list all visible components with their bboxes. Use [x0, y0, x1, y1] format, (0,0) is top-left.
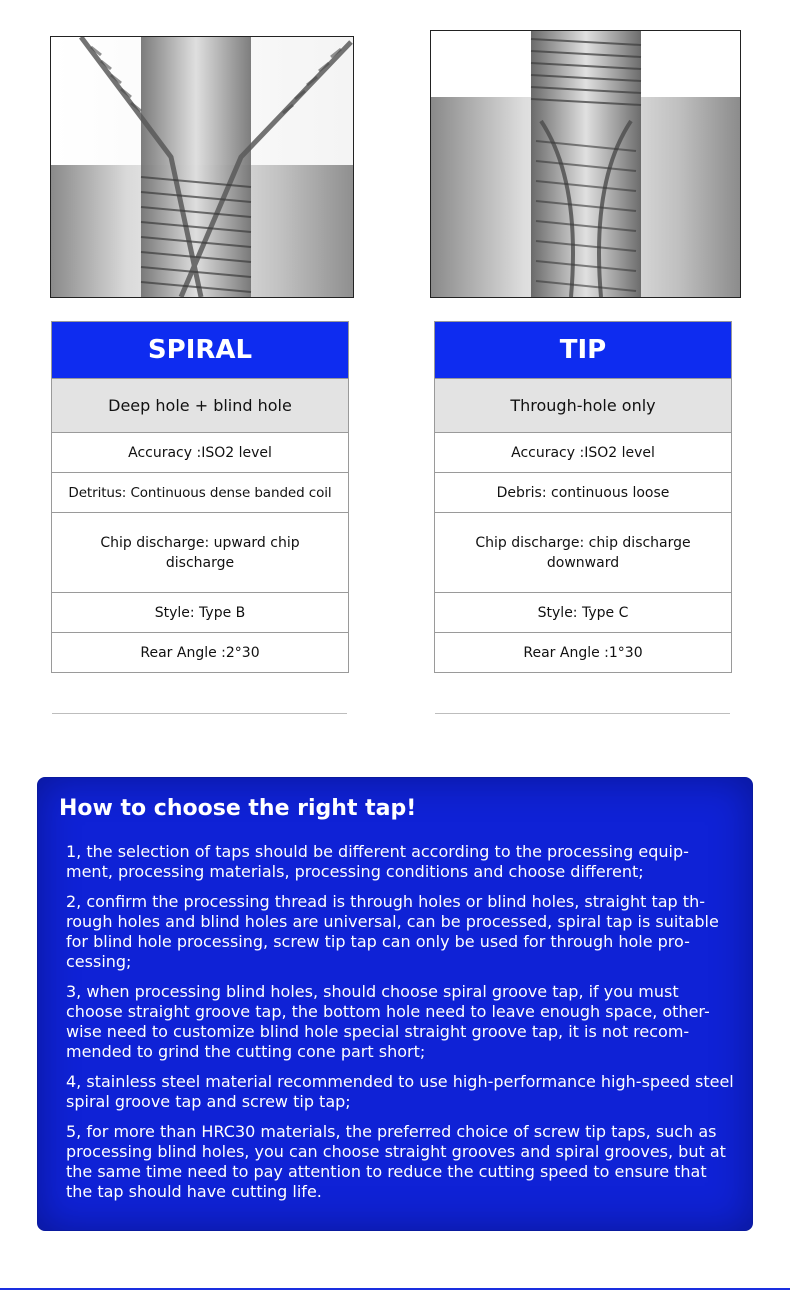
guide-list: [66, 842, 734, 1212]
divider-left: [52, 713, 347, 714]
tip-style: Style: Type C: [435, 592, 731, 632]
spiral-spec-table: [51, 321, 349, 673]
spiral-chip-discharge: Chip discharge: upward chip discharge: [52, 512, 348, 592]
tip-chip-discharge: Chip discharge: chip discharge downward: [435, 512, 731, 592]
divider-right: [435, 713, 730, 714]
tip-tap-photo: [430, 30, 741, 298]
spiral-tap-photo: [50, 36, 354, 298]
spiral-detritus: Detritus: Continuous dense banded coil: [52, 472, 348, 512]
tip-debris: Debris: continuous loose: [435, 472, 731, 512]
spiral-rear-angle: Rear Angle :2°30: [52, 632, 348, 672]
spiral-accuracy: Accuracy :ISO2 level: [52, 432, 348, 472]
tip-title: TIP: [435, 322, 731, 378]
spiral-title: SPIRAL: [52, 322, 348, 378]
tip-subtitle: Through-hole only: [435, 378, 731, 432]
tip-accuracy: Accuracy :ISO2 level: [435, 432, 731, 472]
guide-item: 1, the selection of taps should be different according to the processing equip-ment, processing materials, processing conditions and choose different;: [66, 842, 689, 881]
guide-item: 4, stainless steel material recommended to use high-performance high-speed steel spiral groove tap and screw tip tap;: [66, 1072, 734, 1111]
tip-spec-table: [434, 321, 732, 673]
guide-item: 5, for more than HRC30 materials, the preferred choice of screw tip taps, such as processing blind holes, you can choose straight grooves and spiral grooves, but at the same time need to pay attention to reduce the cutting speed to ensure that the tap should have cutting life.: [66, 1122, 726, 1201]
guide-item: 3, when processing blind holes, should choose spiral groove tap, if you must choose straight groove tap, the bottom hole need to leave enough space, other-wise need to customize blind hole special straight groove tap, it is not recom-mended to grind the cutting cone part short;: [66, 982, 710, 1061]
spiral-style: Style: Type B: [52, 592, 348, 632]
guide-item: 2, confirm the processing thread is through holes or blind holes, straight tap th-rough holes and blind holes are universal, can be processed, spiral tap is suitable for blind hole processing, screw tip tap can only be used for through hole pro-cessing;: [66, 892, 719, 971]
guide-title: How to choose the right tap!: [59, 796, 417, 821]
spiral-subtitle: Deep hole + blind hole: [52, 378, 348, 432]
tap-selection-guide: [37, 777, 753, 1231]
tip-rear-angle: Rear Angle :1°30: [435, 632, 731, 672]
